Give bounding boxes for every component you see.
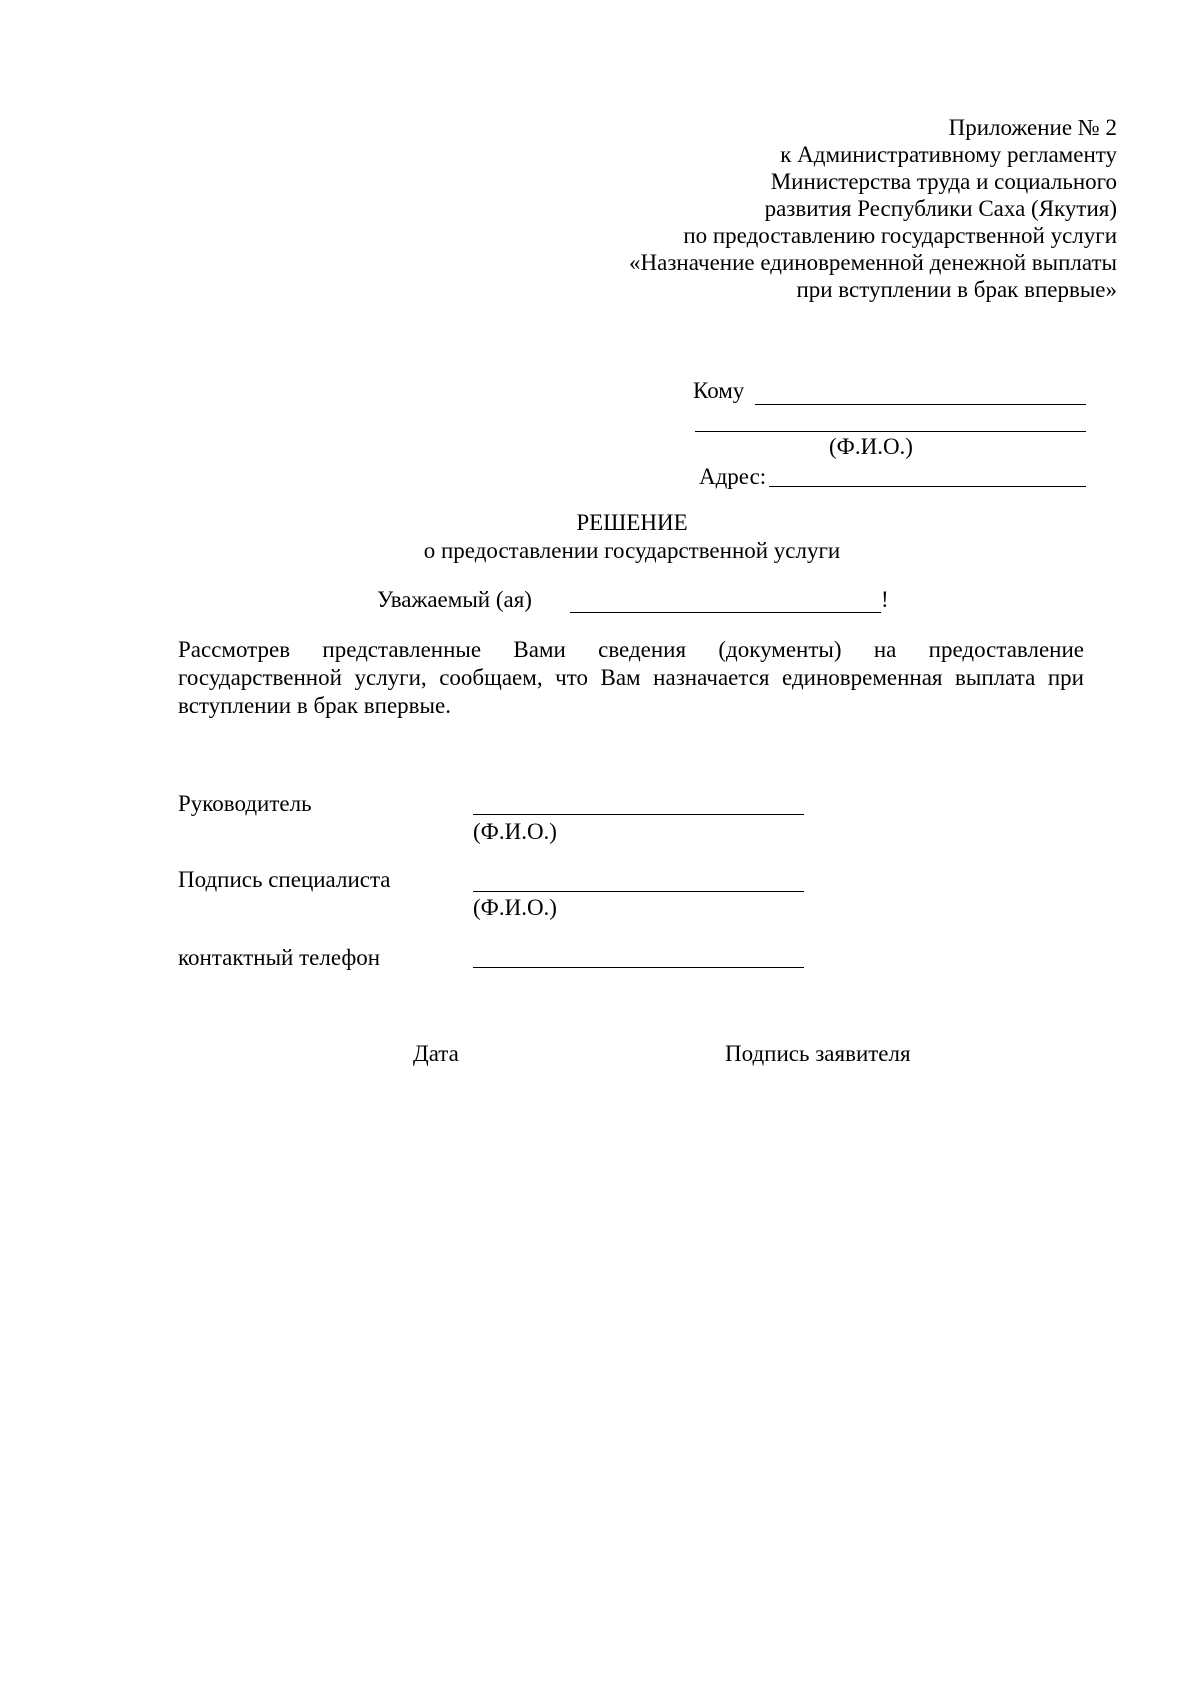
document-title: РЕШЕНИЕ — [576, 510, 688, 535]
body-line-3: вступлении в брак впервые. — [178, 693, 451, 718]
greeting-prefix: Уважаемый (ая) — [377, 587, 532, 612]
document-subtitle: о предоставлении государственной услуги — [423, 538, 841, 563]
fio-hint: (Ф.И.О.) — [829, 434, 913, 459]
head-fio-hint: (Ф.И.О.) — [473, 819, 557, 844]
applicant-signature-label: Подпись заявителя — [725, 1041, 911, 1066]
address-field-line[interactable] — [769, 486, 1086, 487]
to-name-field-line-1[interactable] — [755, 404, 1086, 405]
header-line-4: развития Республики Саха (Якутия) — [764, 196, 1117, 221]
body-line-2: государственной услуги, сообщаем, что Вам назначается единовременная выплата при — [178, 665, 1084, 690]
specialist-label: Подпись специалиста — [178, 867, 391, 892]
head-signature-line[interactable] — [473, 814, 804, 815]
phone-label: контактный телефон — [178, 945, 381, 970]
specialist-fio-hint: (Ф.И.О.) — [473, 895, 557, 920]
header-line-1: Приложение № 2 — [948, 115, 1117, 140]
body-line-1: Рассмотрев представленные Вами сведения (документы) на предоставление — [178, 637, 1084, 662]
greeting-name-field-line[interactable] — [570, 612, 881, 613]
to-name-field-line-2[interactable] — [695, 431, 1086, 432]
date-label: Дата — [413, 1041, 459, 1066]
specialist-signature-line[interactable] — [473, 891, 804, 892]
header-line-7: при вступлении в брак впервые» — [796, 277, 1117, 302]
to-label: Кому — [693, 378, 745, 403]
header-line-6: «Назначение единовременной денежной выплаты — [629, 250, 1117, 275]
phone-field-line[interactable] — [473, 967, 804, 968]
head-label: Руководитель — [178, 791, 312, 816]
header-line-5: по предоставлению государственной услуги — [683, 223, 1117, 248]
header-line-3: Министерства труда и социального — [770, 169, 1117, 194]
address-label: Адрес: — [699, 464, 767, 489]
greeting-suffix: ! — [881, 587, 889, 612]
header-line-2: к Административному регламенту — [780, 142, 1117, 167]
